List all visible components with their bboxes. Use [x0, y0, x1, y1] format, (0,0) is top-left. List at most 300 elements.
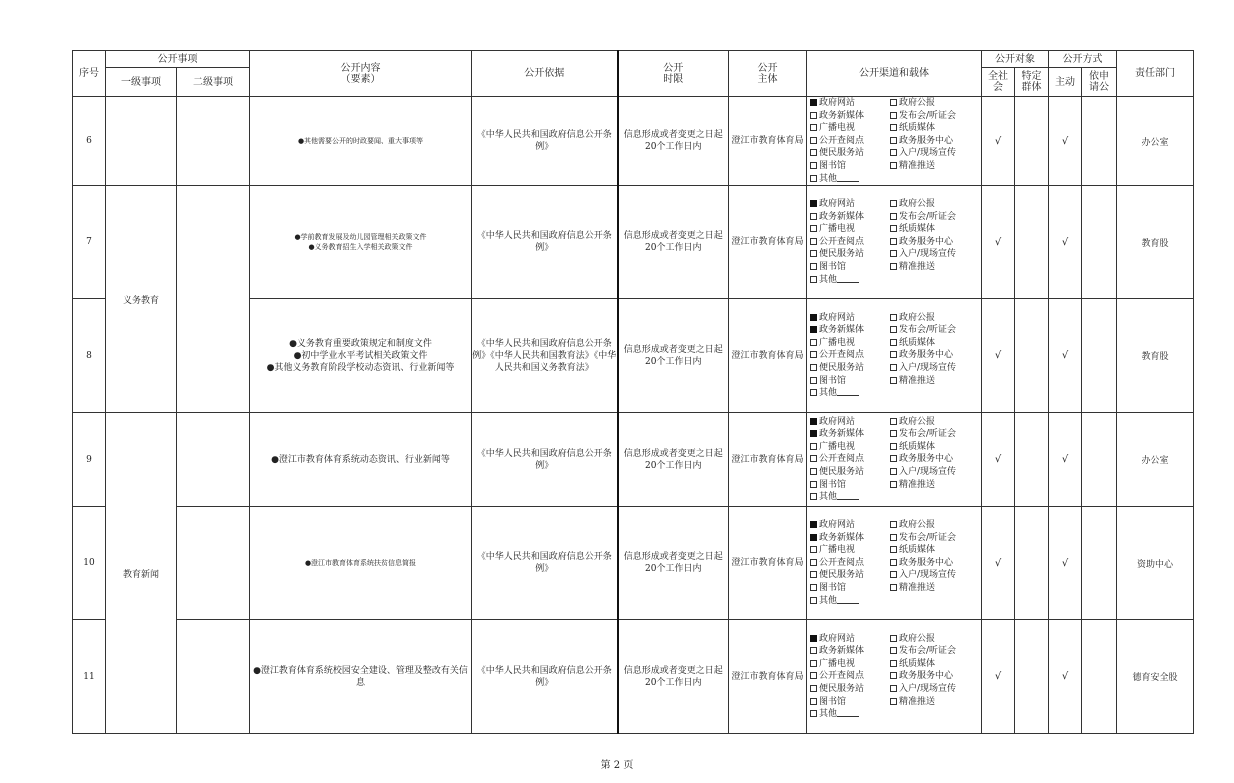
- row-basis: 《中华人民共和国政府信息公开条例》: [472, 620, 618, 734]
- unchecked-box-icon: [810, 455, 817, 462]
- channel-option-push: [890, 160, 970, 173]
- table-row: [73, 186, 1194, 299]
- row-target-all: √: [982, 97, 1015, 186]
- unchecked-box-icon: [810, 162, 817, 169]
- channel-option-gov-site: [810, 416, 890, 429]
- channel-option-new-media: [810, 110, 890, 123]
- row-basis: 《中华人民共和国政府信息公开条例》: [472, 97, 618, 186]
- channel-option-service-station: [810, 147, 890, 160]
- header-target-all-b: 会: [993, 82, 1003, 93]
- checked-box-icon: [810, 418, 817, 425]
- channel-option-reading-point: [810, 453, 890, 466]
- channel-label: 政府公报: [899, 312, 936, 323]
- channel-label: 其他: [819, 709, 838, 720]
- checked-box-icon: [810, 635, 817, 642]
- row-target-all: √: [982, 186, 1015, 299]
- content-line: ●其他义务教育阶段学校动态资讯、行业新闻等: [266, 362, 455, 373]
- channel-option-press-conf: [890, 324, 970, 337]
- channel-option-new-media: [810, 645, 890, 658]
- content-line: ●义务教育重要政策规定和制度文件: [289, 338, 432, 349]
- header-matter: 公开事项: [106, 51, 250, 68]
- unchecked-box-icon: [890, 149, 897, 156]
- row-target-all: √: [982, 413, 1015, 507]
- channel-option-other: [810, 708, 890, 721]
- channel-label: 入户/现场宣传: [899, 683, 957, 694]
- unchecked-box-icon: [810, 647, 817, 654]
- channel-option-service-station: [810, 569, 890, 582]
- channel-option-broadcast: [810, 337, 890, 350]
- row-request: [1082, 299, 1117, 413]
- unchecked-box-icon: [810, 175, 817, 182]
- unchecked-box-icon: [810, 263, 817, 270]
- channel-option-paper-media: [890, 223, 970, 236]
- row-content: [250, 620, 472, 734]
- checked-box-icon: [810, 314, 817, 321]
- checked-box-icon: [810, 534, 817, 541]
- channel-label: 政务服务中心: [899, 350, 954, 361]
- channel-grid: [807, 312, 981, 400]
- unchecked-box-icon: [890, 685, 897, 692]
- row-time: 信息形成或者变更之日起20个工作日内: [618, 620, 729, 734]
- channel-label: 公开查阅点: [819, 557, 865, 568]
- row-target-specific: [1015, 620, 1049, 734]
- row-channels: [807, 507, 982, 620]
- row-target-specific: [1015, 413, 1049, 507]
- row-dept: 办公室: [1117, 413, 1194, 507]
- channel-label: 政府公报: [899, 520, 936, 531]
- row-level2-empty: [177, 620, 250, 734]
- level1-education-news: 教育新闻: [106, 413, 177, 734]
- channel-option-library: [810, 375, 890, 388]
- channel-label: 公开查阅点: [819, 671, 865, 682]
- row-active: √: [1049, 620, 1082, 734]
- header-time-b: 时限: [663, 73, 684, 85]
- channel-label: 政府公报: [899, 199, 936, 210]
- row-channels: [807, 97, 982, 186]
- channel-option-onsite: [890, 569, 970, 582]
- channel-label: 纸质媒体: [899, 545, 936, 556]
- channel-label: 政务新媒体: [819, 110, 865, 121]
- channel-label: 广播电视: [819, 123, 856, 134]
- header-method-active: 主动: [1049, 68, 1082, 97]
- row-request: [1082, 413, 1117, 507]
- unchecked-box-icon: [890, 225, 897, 232]
- channel-label: 入户/现场宣传: [899, 362, 957, 373]
- channel-option-reading-point: [810, 349, 890, 362]
- fill-blank-line: [837, 173, 859, 182]
- row-basis: 《中华人民共和国政府信息公开条例》: [472, 507, 618, 620]
- unchecked-box-icon: [890, 546, 897, 553]
- header-content-b: （要素）: [340, 73, 381, 85]
- unchecked-box-icon: [890, 672, 897, 679]
- channel-option-service-center: [890, 135, 970, 148]
- channel-label: 政务新媒体: [819, 325, 865, 336]
- unchecked-box-icon: [890, 660, 897, 667]
- row-request: [1082, 507, 1117, 620]
- row-target-all: √: [982, 620, 1015, 734]
- channel-label: 图书馆: [819, 375, 847, 386]
- channel-option-new-media: [810, 532, 890, 545]
- channel-label: 纸质媒体: [899, 123, 936, 134]
- unchecked-box-icon: [810, 660, 817, 667]
- row-target-all: √: [982, 507, 1015, 620]
- header-content-a: 公开内容: [340, 62, 381, 74]
- channel-label: 入户/现场宣传: [899, 466, 957, 477]
- header-basis: 公开依据: [472, 51, 618, 97]
- unchecked-box-icon: [890, 314, 897, 321]
- channel-label: 政务新媒体: [819, 211, 865, 222]
- unchecked-box-icon: [810, 213, 817, 220]
- fill-blank-line: [837, 274, 859, 283]
- header-subject-a: 公开: [757, 62, 778, 74]
- row-subject: 澄江市教育体育局: [729, 299, 807, 413]
- unchecked-box-icon: [810, 698, 817, 705]
- channel-grid: [807, 416, 981, 504]
- row-dept: 办公室: [1117, 97, 1194, 186]
- unchecked-box-icon: [810, 481, 817, 488]
- page-footer: 第 2 页: [600, 760, 634, 771]
- channel-option-reading-point: [810, 236, 890, 249]
- channel-option-reading-point: [810, 557, 890, 570]
- header-channels: 公开渠道和载体: [807, 51, 982, 97]
- channel-option-service-center: [890, 670, 970, 683]
- channel-label: 发布会/听证会: [899, 110, 957, 121]
- row-seq: 8: [73, 299, 106, 413]
- level1-compulsory-education: 义务教育: [106, 186, 177, 413]
- channel-option-service-station: [810, 362, 890, 375]
- channel-label: 政务新媒体: [819, 429, 865, 440]
- channel-option-push: [890, 261, 970, 274]
- channel-option-broadcast: [810, 223, 890, 236]
- channel-option-paper-media: [890, 441, 970, 454]
- channel-option-library: [810, 696, 890, 709]
- unchecked-box-icon: [810, 225, 817, 232]
- channel-label: 图书馆: [819, 160, 847, 171]
- row-seq: 11: [73, 620, 106, 734]
- channel-option-press-conf: [890, 110, 970, 123]
- row-basis: 《中华人民共和国政府信息公开条例》: [472, 413, 618, 507]
- row-time: 信息形成或者变更之日起20个工作日内: [618, 299, 729, 413]
- header-time-a: 公开: [663, 62, 684, 74]
- channel-option-service-center: [890, 453, 970, 466]
- row-content: [250, 186, 472, 299]
- channel-label: 精准推送: [899, 375, 936, 386]
- row-dept: 资助中心: [1117, 507, 1194, 620]
- unchecked-box-icon: [890, 112, 897, 119]
- unchecked-box-icon: [890, 635, 897, 642]
- row-request: [1082, 620, 1117, 734]
- channel-label: 广播电视: [819, 441, 856, 452]
- header-method-req-a: 依申: [1089, 71, 1109, 82]
- channel-label: 其他: [819, 595, 838, 606]
- channel-label: 政府公报: [899, 98, 936, 108]
- row-subject: 澄江市教育体育局: [729, 186, 807, 299]
- channel-label: 发布会/听证会: [899, 646, 957, 657]
- unchecked-box-icon: [890, 571, 897, 578]
- fill-blank-line: [837, 387, 859, 396]
- fill-blank-line: [837, 491, 859, 500]
- unchecked-box-icon: [810, 276, 817, 283]
- channel-option-gov-gazette: [890, 416, 970, 429]
- row-content: [250, 413, 472, 507]
- unchecked-box-icon: [810, 571, 817, 578]
- checked-box-icon: [810, 99, 817, 106]
- row-channels: [807, 620, 982, 734]
- row-active: √: [1049, 507, 1082, 620]
- channel-label: 广播电视: [819, 224, 856, 235]
- channel-option-service-center: [890, 557, 970, 570]
- channel-option-gov-gazette: [890, 519, 970, 532]
- row-subject: 澄江市教育体育局: [729, 413, 807, 507]
- channel-option-library: [810, 160, 890, 173]
- channel-label: 入户/现场宣传: [899, 570, 957, 581]
- row-basis: 《中华人民共和国政府信息公开条例》《中华人民共和国教育法》《中华人民共和国义务教育法》: [472, 299, 618, 413]
- row-target-specific: [1015, 299, 1049, 413]
- channel-label: 政府公报: [899, 633, 936, 644]
- channel-label: 发布会/听证会: [899, 429, 957, 440]
- row-content: [250, 507, 472, 620]
- header-seq: 序号: [73, 51, 106, 97]
- table-row: [73, 97, 1194, 186]
- row-active: √: [1049, 299, 1082, 413]
- unchecked-box-icon: [890, 534, 897, 541]
- channel-option-broadcast: [810, 658, 890, 671]
- channel-label: 纸质媒体: [899, 337, 936, 348]
- channel-option-press-conf: [890, 211, 970, 224]
- header-method-req-b: 请公: [1089, 82, 1109, 93]
- unchecked-box-icon: [810, 149, 817, 156]
- channel-label: 政务新媒体: [819, 646, 865, 657]
- channel-option-other: [810, 491, 890, 504]
- row-seq: 10: [73, 507, 106, 620]
- unchecked-box-icon: [890, 521, 897, 528]
- row-content: [250, 97, 472, 186]
- channel-option-paper-media: [890, 544, 970, 557]
- unchecked-box-icon: [890, 647, 897, 654]
- row-level2-empty: [177, 413, 250, 507]
- channel-label: 政务服务中心: [899, 135, 954, 146]
- unchecked-box-icon: [810, 443, 817, 450]
- row-level1-empty: [106, 97, 177, 186]
- unchecked-box-icon: [810, 672, 817, 679]
- channel-option-service-station: [810, 683, 890, 696]
- channel-label: 公开查阅点: [819, 135, 865, 146]
- header-subject: [729, 51, 807, 97]
- channel-label: 便民服务站: [819, 466, 865, 477]
- content-line: ●义务教育招生入学相关政策文件: [308, 243, 413, 252]
- channel-option-press-conf: [890, 645, 970, 658]
- row-dept: 教育股: [1117, 186, 1194, 299]
- channel-option-broadcast: [810, 122, 890, 135]
- channel-option-service-center: [890, 236, 970, 249]
- channel-grid: [807, 198, 981, 286]
- channel-option-press-conf: [890, 532, 970, 545]
- row-level2-empty: [177, 507, 250, 620]
- fill-blank-line: [837, 708, 859, 717]
- channel-label: 其他: [819, 492, 838, 503]
- content-line: ●澄江教育体育系统校园安全建设、管理及整改有关信息: [253, 665, 468, 688]
- unchecked-box-icon: [810, 559, 817, 566]
- channel-label: 精准推送: [899, 160, 936, 171]
- channel-label: 发布会/听证会: [899, 325, 957, 336]
- unchecked-box-icon: [890, 418, 897, 425]
- row-channels: [807, 186, 982, 299]
- channel-option-push: [890, 375, 970, 388]
- channel-option-onsite: [890, 466, 970, 479]
- channel-option-push: [890, 479, 970, 492]
- unchecked-box-icon: [890, 698, 897, 705]
- channel-label: 便民服务站: [819, 249, 865, 260]
- channel-label: 广播电视: [819, 545, 856, 556]
- table-row: [73, 620, 1194, 734]
- channel-label: 政务服务中心: [899, 671, 954, 682]
- row-dept: 德育安全股: [1117, 620, 1194, 734]
- channel-option-broadcast: [810, 441, 890, 454]
- unchecked-box-icon: [890, 162, 897, 169]
- unchecked-box-icon: [810, 250, 817, 257]
- unchecked-box-icon: [810, 364, 817, 371]
- unchecked-box-icon: [810, 351, 817, 358]
- row-seq: 9: [73, 413, 106, 507]
- channel-label: 政府网站: [819, 520, 856, 531]
- header-method-request: [1082, 68, 1117, 97]
- row-time: 信息形成或者变更之日起20个工作日内: [618, 413, 729, 507]
- channel-label: 图书馆: [819, 583, 847, 594]
- channel-label: 便民服务站: [819, 362, 865, 373]
- channel-option-library: [810, 479, 890, 492]
- channel-option-service-station: [810, 466, 890, 479]
- row-request: [1082, 97, 1117, 186]
- unchecked-box-icon: [810, 710, 817, 717]
- channel-grid: [807, 519, 981, 607]
- channel-option-paper-media: [890, 337, 970, 350]
- table-row: [73, 413, 1194, 507]
- channel-label: 便民服务站: [819, 683, 865, 694]
- channel-option-press-conf: [890, 428, 970, 441]
- unchecked-box-icon: [810, 597, 817, 604]
- channel-label: 便民服务站: [819, 570, 865, 581]
- unchecked-box-icon: [890, 430, 897, 437]
- checked-box-icon: [810, 200, 817, 207]
- unchecked-box-icon: [890, 137, 897, 144]
- channel-option-onsite: [890, 147, 970, 160]
- channel-label: 精准推送: [899, 696, 936, 707]
- unchecked-box-icon: [890, 584, 897, 591]
- row-time: 信息形成或者变更之日起20个工作日内: [618, 186, 729, 299]
- content-line: ●其他需要公开的时政要闻、重大事项等: [297, 137, 424, 146]
- channel-label: 精准推送: [899, 583, 936, 594]
- fill-blank-line: [837, 595, 859, 604]
- channel-label: 入户/现场宣传: [899, 148, 957, 159]
- unchecked-box-icon: [890, 481, 897, 488]
- unchecked-box-icon: [890, 213, 897, 220]
- channel-option-other: [810, 274, 890, 287]
- row-dept: 教育股: [1117, 299, 1194, 413]
- unchecked-box-icon: [810, 124, 817, 131]
- row-level2-empty: [177, 97, 250, 186]
- row-target-specific: [1015, 97, 1049, 186]
- channel-label: 广播电视: [819, 337, 856, 348]
- row-basis: 《中华人民共和国政府信息公开条例》: [472, 186, 618, 299]
- channel-grid: [807, 633, 981, 721]
- unchecked-box-icon: [890, 263, 897, 270]
- channel-option-new-media: [810, 324, 890, 337]
- header-dept: 责任部门: [1117, 51, 1194, 97]
- header-target-specific-b: 群体: [1021, 82, 1042, 93]
- channel-label: 其他: [819, 274, 838, 285]
- channel-option-gov-gazette: [890, 633, 970, 646]
- channel-label: 政务新媒体: [819, 532, 865, 543]
- row-target-all: √: [982, 299, 1015, 413]
- unchecked-box-icon: [810, 389, 817, 396]
- header-target: 公开对象: [982, 51, 1049, 68]
- unchecked-box-icon: [890, 200, 897, 207]
- row-active: √: [1049, 413, 1082, 507]
- channel-option-library: [810, 582, 890, 595]
- row-subject: 澄江市教育体育局: [729, 507, 807, 620]
- unchecked-box-icon: [810, 339, 817, 346]
- row-target-specific: [1015, 186, 1049, 299]
- unchecked-box-icon: [890, 339, 897, 346]
- channel-label: 发布会/听证会: [899, 211, 957, 222]
- unchecked-box-icon: [890, 443, 897, 450]
- channel-option-push: [890, 582, 970, 595]
- channel-label: 精准推送: [899, 479, 936, 490]
- channel-label: 公开查阅点: [819, 236, 865, 247]
- channel-label: 其他: [819, 173, 838, 184]
- row-seq: 6: [73, 97, 106, 186]
- header-subject-b: 主体: [757, 73, 778, 85]
- channel-label: 便民服务站: [819, 148, 865, 159]
- content-line: ●澄江市教育体育系统扶贫信息简报: [304, 559, 417, 568]
- channel-label: 其他: [819, 388, 838, 399]
- channel-label: 政务服务中心: [899, 557, 954, 568]
- unchecked-box-icon: [890, 455, 897, 462]
- channel-label: 图书馆: [819, 479, 847, 490]
- channel-option-onsite: [890, 248, 970, 261]
- channel-option-reading-point: [810, 135, 890, 148]
- channel-option-onsite: [890, 683, 970, 696]
- unchecked-box-icon: [810, 137, 817, 144]
- row-seq: 7: [73, 186, 106, 299]
- channel-label: 图书馆: [819, 696, 847, 707]
- channel-grid: [807, 97, 981, 185]
- row-subject: 澄江市教育体育局: [729, 620, 807, 734]
- channel-label: 公开查阅点: [819, 454, 865, 465]
- unchecked-box-icon: [890, 250, 897, 257]
- channel-option-gov-site: [810, 312, 890, 325]
- header-time: [618, 51, 729, 97]
- channel-label: 入户/现场宣传: [899, 249, 957, 260]
- row-level2-empty: [177, 186, 250, 413]
- content-line: ●澄江市教育体育系统动态资讯、行业新闻等: [271, 454, 450, 465]
- channel-label: 政务服务中心: [899, 454, 954, 465]
- channel-option-gov-site: [810, 97, 890, 110]
- channel-option-reading-point: [810, 670, 890, 683]
- channel-option-onsite: [890, 362, 970, 375]
- row-request: [1082, 186, 1117, 299]
- checked-box-icon: [810, 521, 817, 528]
- channel-option-broadcast: [810, 544, 890, 557]
- header-content: [250, 51, 472, 97]
- content-line: ●初中学业水平考试相关政策文件: [293, 350, 428, 361]
- channel-option-gov-site: [810, 519, 890, 532]
- unchecked-box-icon: [890, 364, 897, 371]
- checked-box-icon: [810, 430, 817, 437]
- disclosure-table: [72, 50, 1194, 734]
- channel-label: 政府网站: [819, 416, 856, 427]
- unchecked-box-icon: [810, 377, 817, 384]
